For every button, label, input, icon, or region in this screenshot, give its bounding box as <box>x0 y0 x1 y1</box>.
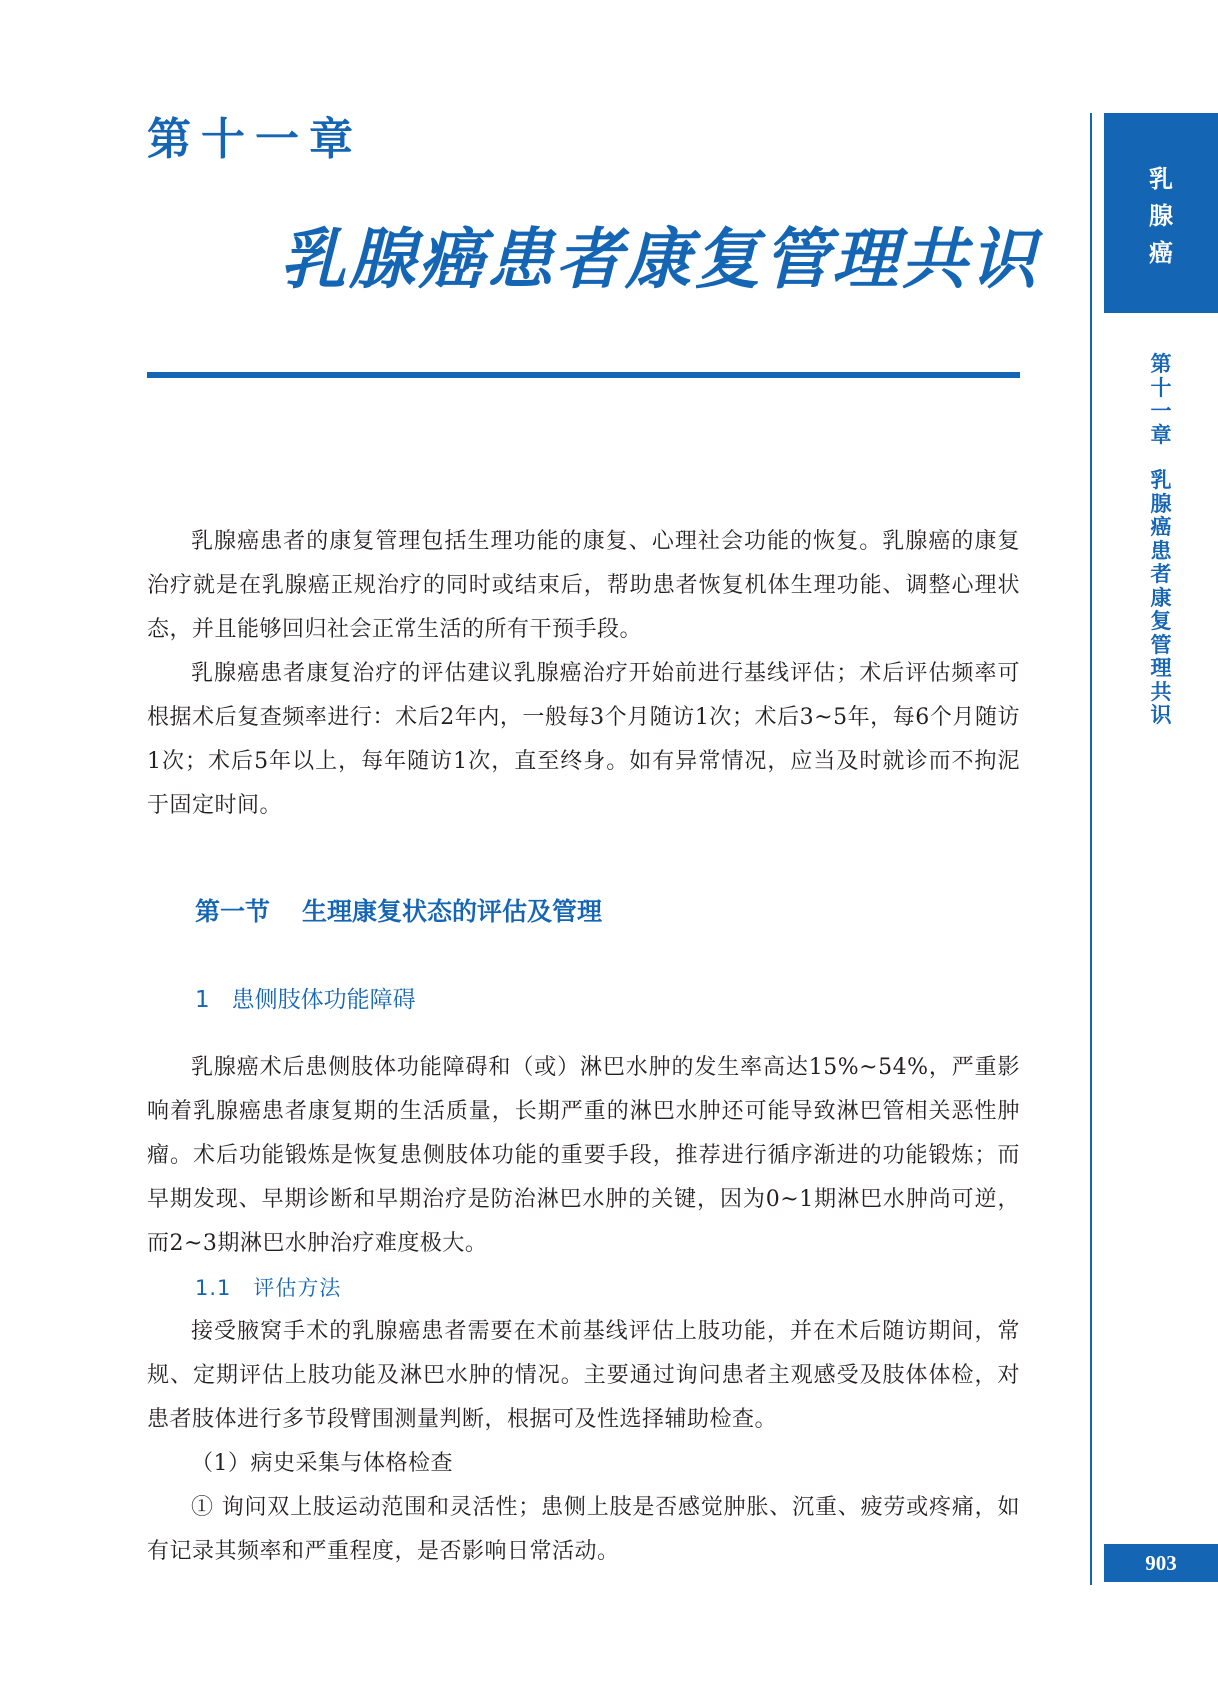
side-tab-char: 腺 <box>1149 202 1173 230</box>
intro-section <box>147 520 1020 828</box>
subsubsection-heading <box>147 1266 1020 1310</box>
side-tab-label <box>1104 161 1218 272</box>
side-tab-char: 乳 <box>1149 165 1173 193</box>
side-tab-char: 癌 <box>1149 239 1173 267</box>
running-head-char: 者 <box>1150 561 1172 586</box>
assessment-paragraph: 接受腋窝手术的乳腺癌患者需要在术前基线评估上肢功能，并在术后随访期间，常规、定期评估上肢功能及淋巴水肿的情况。主要通过询问患者主观感受及肢体体检，对患者肢体进行多节段臂围测量判断，根据可及性选择辅助检查。 <box>147 1319 1020 1432</box>
subsubsection-number: 1.1 <box>195 1276 232 1300</box>
subsubsection-title: 评估方法 <box>253 1276 342 1300</box>
running-head-char: 管 <box>1150 631 1172 657</box>
running-head-char: 复 <box>1150 608 1172 633</box>
running-head-char: 章 <box>1150 421 1172 447</box>
running-head-char: 十 <box>1150 374 1172 400</box>
running-head <box>1104 352 1218 727</box>
section-heading <box>195 892 602 932</box>
running-head-char: 乳 <box>1150 467 1172 492</box>
side-tab-breast-cancer <box>1104 113 1218 313</box>
running-head-char: 第 <box>1150 351 1172 376</box>
running-head-char: 理 <box>1150 655 1172 680</box>
section-number: 第一节 <box>195 897 271 926</box>
limb-dysfunction-section <box>147 1046 1020 1574</box>
history-exam-heading: （1）病史采集与体格检查 <box>191 1451 453 1476</box>
running-head-char: 患 <box>1150 537 1172 563</box>
history-exam-item-1: ① 询问双上肢运动范围和灵活性；患侧上肢是否感觉肿胀、沉重、疲劳或疼痛，如有记录其频率和严重程度，是否影响日常活动。 <box>147 1495 1020 1564</box>
running-head-char: 一 <box>1150 398 1172 423</box>
title-divider <box>147 372 1020 378</box>
running-head-char: 康 <box>1150 584 1172 610</box>
subsection-heading <box>195 982 416 1018</box>
subsection-number: 1 <box>195 987 210 1013</box>
chapter-title: 乳腺癌患者康复管理共识 <box>280 221 1039 298</box>
chapter-number: 第十一章 <box>147 114 363 165</box>
margin-rule <box>1090 113 1092 1585</box>
subsection-title: 患侧肢体功能障碍 <box>231 987 416 1013</box>
page-number: 903 <box>1104 1544 1218 1582</box>
intro-paragraph-2: 乳腺癌患者康复治疗的评估建议乳腺癌治疗开始前进行基线评估；术后评估频率可根据术后复查频率进行：术后2年内，一般每3个月随访1次；术后3~5年，每6个月随访1次；术后5年以上，每年随访1次，直至终身。如有异常情况，应当及时就诊而不拘泥于固定时间。 <box>147 661 1020 818</box>
running-head-char: 识 <box>1150 702 1172 727</box>
intro-paragraph-1: 乳腺癌患者的康复管理包括生理功能的康复、心理社会功能的恢复。乳腺癌的康复治疗就是在乳腺癌正规治疗的同时或结束后，帮助患者恢复机体生理功能、调整心理状态，并且能够回归社会正常生活的所有干预手段。 <box>147 529 1020 642</box>
limb-paragraph-1: 乳腺癌术后患侧肢体功能障碍和（或）淋巴水肿的发生率高达15%~54%，严重影响着乳腺癌患者康复期的生活质量，长期严重的淋巴水肿还可能导致淋巴管相关恶性肿瘤。术后功能锻炼是恢复患侧肢体功能的重要手段，推荐进行循序渐进的功能锻炼；而早期发现、早期诊断和早期治疗是防治淋巴水肿的关键，因为0~1期淋巴水肿尚可逆，而2~3期淋巴水肿治疗难度极大。 <box>147 1055 1020 1256</box>
running-head-char: 共 <box>1150 678 1172 704</box>
section-title: 生理康复状态的评估及管理 <box>302 897 603 926</box>
running-head-char: 腺 <box>1150 490 1172 516</box>
running-head-char: 癌 <box>1150 514 1172 539</box>
